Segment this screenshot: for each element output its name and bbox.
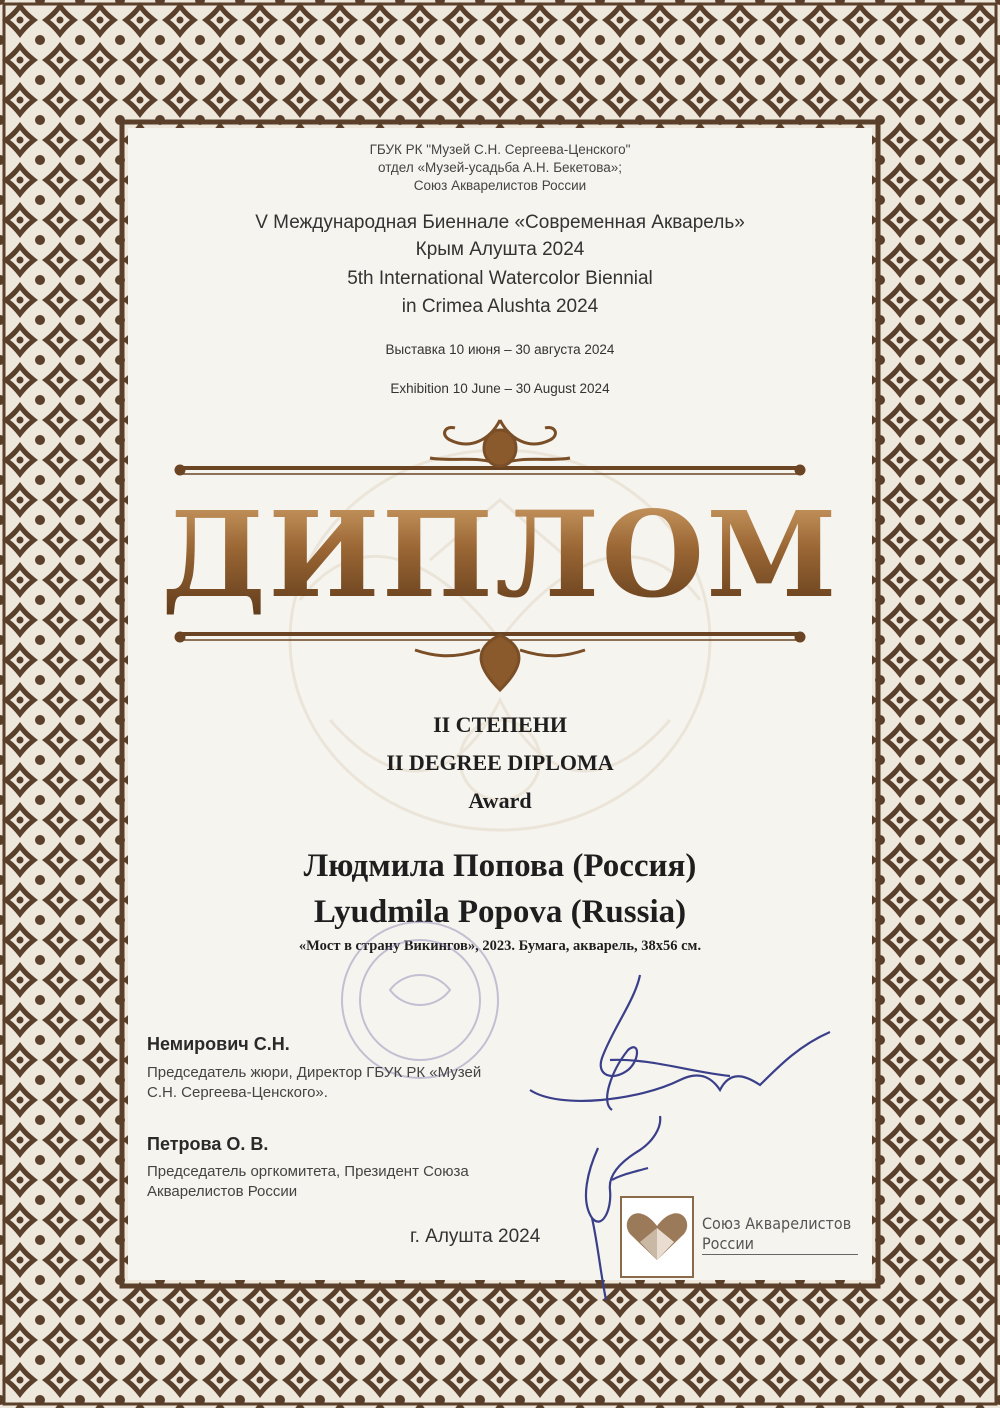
recipient-name-ru: Людмила Попова (Россия) xyxy=(303,848,697,884)
degree-ru: II СТЕПЕНИ xyxy=(433,712,567,737)
event-title-en: 5th International Watercolor Biennial xyxy=(347,268,653,289)
city-year: г. Алушта 2024 xyxy=(410,1226,541,1247)
logo-text-line-1: Союз Акварелистов xyxy=(702,1214,852,1233)
event-title-ru: V Международная Биеннале «Современная Акварель» xyxy=(255,212,745,233)
watercolorists-union-logo xyxy=(620,1196,694,1278)
recipient-name-en: Lyudmila Popova (Russia) xyxy=(313,894,687,930)
degree-en: II DEGREE DIPLOMA xyxy=(386,750,614,775)
signatory-2-role-line-1: Председатель оргкомитета, Президент Союза xyxy=(147,1163,469,1180)
organizer-line-2: отдел «Музей-усадьба А.Н. Бекетова»; xyxy=(377,160,622,175)
diploma-title: ДИПЛОМ xyxy=(0,490,1000,620)
award-label: Award xyxy=(468,788,532,813)
artwork-description: «Мост в страну Викингов», 2023. Бумага, акварель, 38х56 см. xyxy=(298,938,702,954)
event-place-en: in Crimea Alushta 2024 xyxy=(401,296,599,317)
signatory-2-role-line-2: Акварелистов России xyxy=(147,1183,298,1200)
logo-text-line-2: России xyxy=(702,1234,755,1253)
exhibition-dates-ru: Выставка 10 июня – 30 августа 2024 xyxy=(385,342,615,357)
signature-nemirovich xyxy=(530,975,830,1110)
stamp xyxy=(342,922,498,1078)
logo-underline xyxy=(702,1254,858,1255)
signatory-1-role-line-1: Председатель жюри, Директор ГБУК РК «Музей xyxy=(147,1064,482,1081)
organizer-line-1: ГБУК РК "Музей С.Н. Сергеева-Ценского" xyxy=(369,142,631,157)
exhibition-dates-en: Exhibition 10 June – 30 August 2024 xyxy=(390,381,610,396)
heart-logo-icon xyxy=(622,1198,692,1276)
signatory-2-name: Петрова О. В. xyxy=(147,1134,269,1154)
signatory-1-name: Немирович С.Н. xyxy=(147,1034,290,1054)
organizer-line-3: Союз Акварелистов России xyxy=(413,178,587,193)
signatory-1-role-line-2: С.Н. Сергеева-Ценского». xyxy=(147,1084,328,1101)
event-place-ru: Крым Алушта 2024 xyxy=(415,239,585,260)
